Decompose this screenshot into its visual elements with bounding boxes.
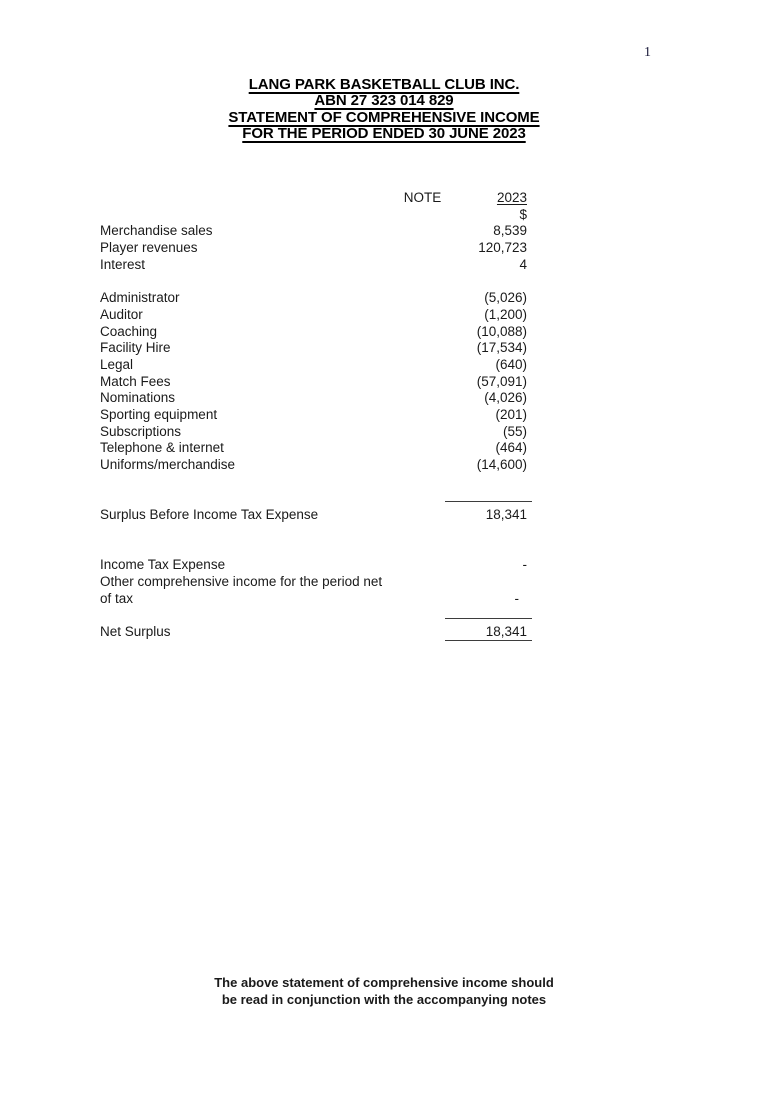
footer-line: The above statement of comprehensive income should (214, 975, 554, 990)
subtotal-rule (100, 490, 532, 502)
row-amount: - (514, 590, 519, 606)
row-label: Subscriptions (100, 423, 182, 439)
row-label: Other comprehensive income for the period net of tax (100, 573, 383, 606)
row-amount: (57,091) (476, 373, 527, 389)
title-statement-name: STATEMENT OF COMPREHENSIVE INCOME (228, 108, 540, 126)
row-amount: (1,200) (484, 306, 527, 322)
row-label: Player revenues (100, 240, 198, 256)
title-club-name: LANG PARK BASKETBALL CLUB INC. (248, 76, 520, 93)
page-number: 1 (644, 45, 651, 60)
expense-row (100, 407, 532, 424)
row-amount: 120,723 (478, 240, 527, 256)
row-amount: (4,026) (484, 390, 527, 406)
footer-note (0, 975, 768, 1008)
row-amount: 8,539 (493, 223, 527, 239)
spacer (100, 273, 532, 290)
label-column-header (100, 190, 400, 207)
spacer (100, 474, 532, 491)
income-row (100, 240, 532, 257)
row-amount: - (522, 557, 527, 573)
row-amount: 4 (519, 256, 527, 272)
other-comprehensive-income-row (100, 574, 532, 607)
row-label: Income Tax Expense (100, 557, 226, 573)
row-label: Auditor (100, 306, 143, 322)
row-label: Merchandise sales (100, 223, 213, 239)
expense-row (100, 290, 532, 307)
currency-symbol: $ (519, 206, 527, 222)
statement-header (0, 77, 768, 142)
surplus-before-tax-row (100, 507, 532, 524)
income-tax-row (100, 557, 532, 574)
expense-row (100, 307, 532, 324)
footer-line: be read in conjunction with the accompanying notes (221, 991, 547, 1007)
expense-row (100, 340, 532, 357)
row-amount: (17,534) (476, 340, 527, 356)
title-abn: ABN 27 323 014 829 (314, 92, 454, 110)
row-amount: (640) (495, 356, 527, 372)
column-header-row (100, 190, 532, 207)
statement-table (100, 190, 532, 641)
expense-row (100, 390, 532, 407)
row-amount: (5,026) (484, 290, 527, 306)
currency-row (100, 207, 532, 224)
row-label: Net Surplus (100, 623, 171, 639)
year-column-header (445, 190, 532, 207)
row-label: Facility Hire (100, 340, 171, 356)
row-amount: 18,341 (485, 507, 527, 523)
net-surplus-row (100, 624, 532, 641)
row-label: Telephone & internet (100, 440, 224, 456)
row-amount: (14,600) (476, 457, 527, 472)
row-amount: (464) (495, 440, 527, 456)
row-amount: (201) (495, 406, 527, 422)
net-surplus-rule (100, 607, 532, 619)
row-amount: 18,341 (445, 624, 532, 641)
expense-row (100, 440, 532, 457)
year-label: 2023 (496, 190, 527, 205)
title-period: FOR THE PERIOD ENDED 30 JUNE 2023 (242, 124, 526, 142)
total-rule-line (445, 607, 532, 619)
note-column-header: NOTE (403, 190, 442, 205)
spacer (100, 524, 532, 557)
expense-row (100, 374, 532, 391)
row-label: Match Fees (100, 373, 171, 389)
row-label: Administrator (100, 290, 180, 306)
income-row (100, 223, 532, 240)
income-row (100, 257, 532, 274)
row-label: Legal (100, 356, 134, 372)
expense-row (100, 357, 532, 374)
row-label: Interest (100, 256, 146, 272)
row-amount: (10,088) (476, 323, 527, 339)
row-label: Uniforms/merchandise (100, 457, 236, 472)
row-label: Sporting equipment (100, 406, 218, 422)
row-label: Coaching (100, 323, 158, 339)
total-rule-line (445, 490, 532, 502)
row-label: Nominations (100, 390, 176, 406)
row-label: Surplus Before Income Tax Expense (100, 507, 319, 523)
expense-row (100, 424, 532, 441)
row-amount: (55) (502, 423, 527, 439)
expense-row (100, 324, 532, 341)
expense-row (100, 457, 532, 474)
